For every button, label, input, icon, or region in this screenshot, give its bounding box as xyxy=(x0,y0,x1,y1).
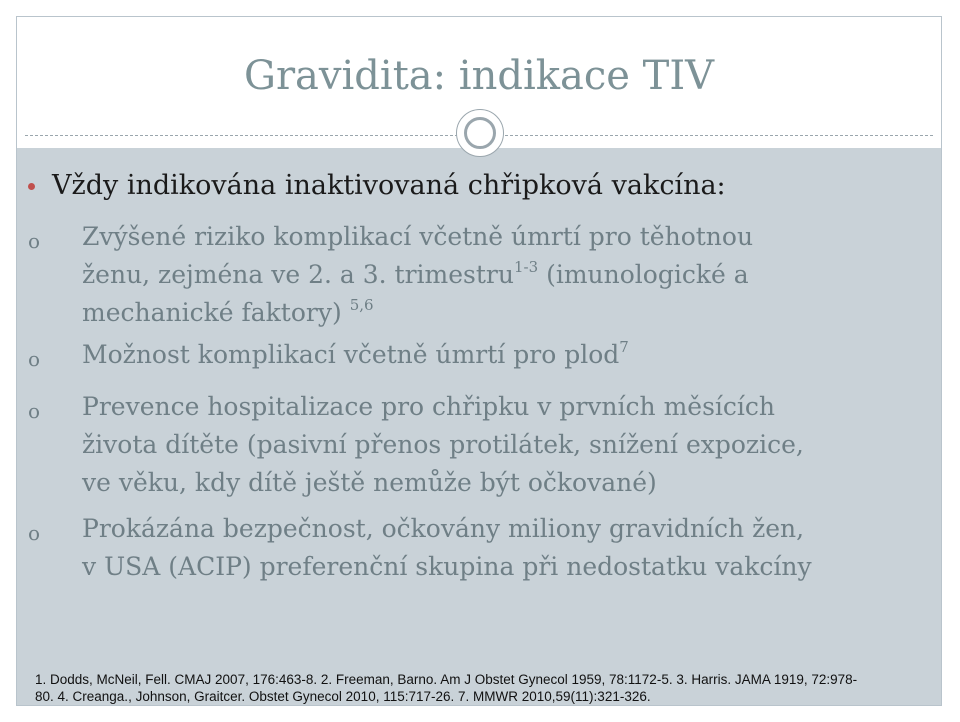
circle-ornament-icon xyxy=(456,109,504,157)
sub-item-1-line-2 xyxy=(82,256,749,294)
reference-superscript: 7 xyxy=(619,338,629,356)
sub-item-marker: o xyxy=(28,399,41,423)
sub-item-1-line-2-end: (imunologické a xyxy=(538,260,749,289)
references xyxy=(35,671,935,705)
sub-item-3-line-3: ve věku, kdy dítě ještě nemůže být očkované) xyxy=(82,468,657,497)
circle-ornament-inner xyxy=(464,117,496,149)
sub-item-1-line-1: Zvýšené riziko komplikací včetně úmrtí pro těhotnou xyxy=(82,222,754,251)
sub-item-3-line-2: života dítěte (pasivní přenos protilátek, snížení expozice, xyxy=(82,430,804,459)
sub-item-1-line-2-text: ženu, zejména ve 2. a 3. trimestru xyxy=(82,260,514,289)
reference-superscript: 1-3 xyxy=(513,258,539,276)
sub-item-1-line-3 xyxy=(82,294,374,332)
sub-item-marker: o xyxy=(28,347,41,371)
sub-item-3-line-1: Prevence hospitalizace pro chřipku v prvních měsících xyxy=(82,392,775,421)
reference-line-1: 1. Dodds, McNeil, Fell. CMAJ 2007, 176:463-8. 2. Freeman, Barno. Am J Obstet Gynecol 1959, 78:1172-5. 3. Harris. JAMA 1919, 72:978- xyxy=(35,672,858,687)
reference-line-2: 80. 4. Creanga., Johnson, Graitcer. Obstet Gynecol 2010, 115:717-26. 7. MMWR 2010,59(11):321-326. xyxy=(35,689,651,704)
sub-item-2-line-1 xyxy=(82,336,629,374)
sub-item-marker: o xyxy=(28,229,41,253)
bullet-dot-icon xyxy=(28,183,35,190)
sub-item-marker: o xyxy=(28,521,41,545)
sub-item-4-line-2: v USA (ACIP) preferenční skupina při nedostatku vakcíny xyxy=(82,552,812,581)
sub-item-2-line-1-text: Možnost komplikací včetně úmrtí pro plod xyxy=(82,340,620,369)
main-bullet-text: Vždy indikována inaktivovaná chřipková vakcína: xyxy=(52,170,726,201)
sub-item-1-line-3-text: mechanické faktory) xyxy=(82,298,350,327)
reference-superscript: 5,6 xyxy=(349,296,374,314)
sub-item-4-line-1: Prokázána bezpečnost, očkovány miliony gravidních žen, xyxy=(82,514,805,543)
slide-title: Gravidita: indikace TIV xyxy=(243,53,715,99)
